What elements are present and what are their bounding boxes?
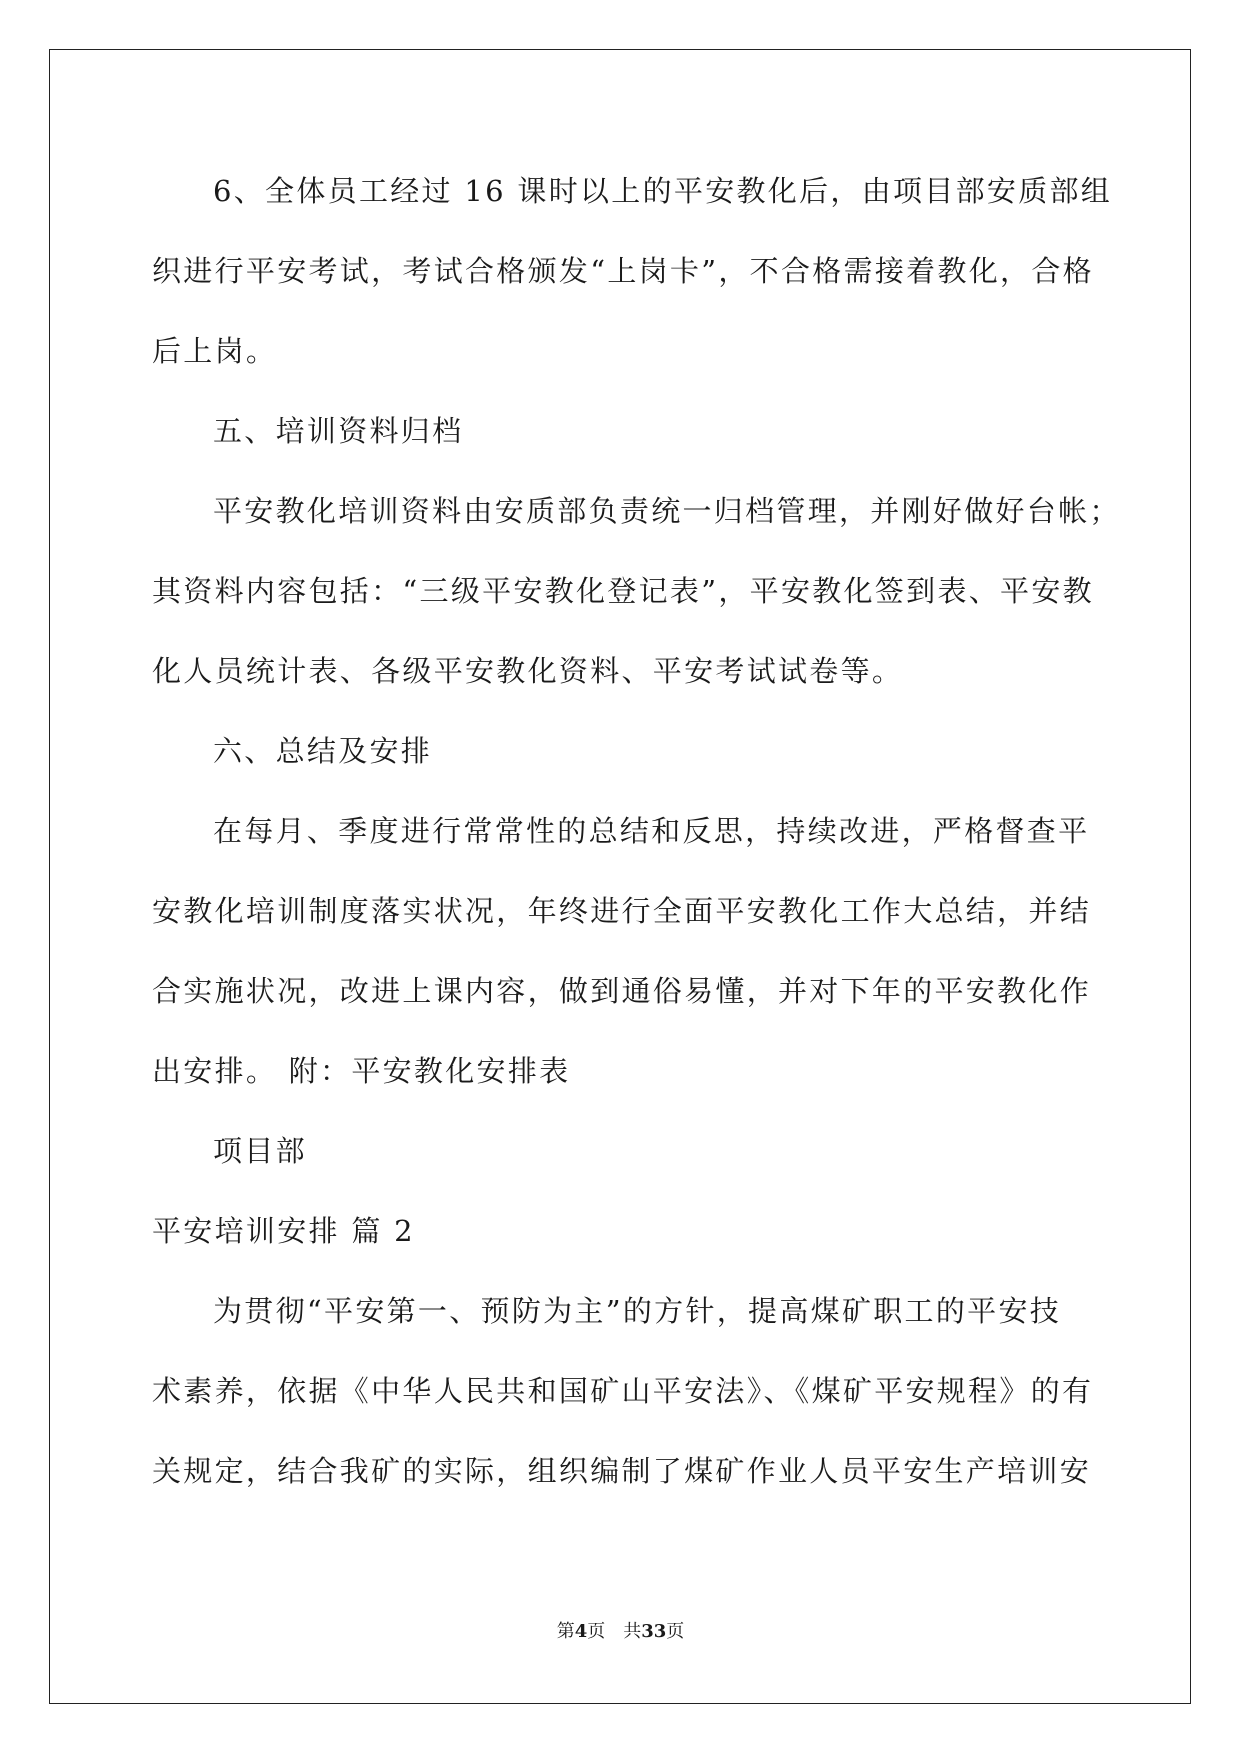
paragraph-line: 术素养，依据《中华人民共和国矿山平安法》、《煤矿平安规程》的有 <box>152 1374 1094 1408</box>
paragraph-line: 6、全体员工经过 16 课时以上的平安教化后，由项目部安质部组 <box>213 174 1113 208</box>
paragraph-line: 合实施状况，改进上课内容，做到通俗易懂，并对下年的平安教化作 <box>152 974 1092 1008</box>
paragraph-line: 化人员统计表、各级平安教化资料、平安考试试卷等。 <box>152 654 904 688</box>
paragraph-line: 出安排。 附：平安教化安排表 <box>152 1054 571 1088</box>
section-heading: 五、培训资料归档 <box>213 414 464 448</box>
footer-prefix: 第 <box>556 1621 575 1642</box>
paragraph-line: 安教化培训制度落实状况，年终进行全面平安教化工作大总结，并结 <box>152 894 1092 928</box>
current-page-number: 4 <box>574 1621 588 1642</box>
signature-line: 项目部 <box>213 1134 307 1168</box>
article-title: 平安培训安排 篇 2 <box>152 1214 415 1248</box>
paragraph-line: 关规定，结合我矿的实际，组织编制了煤矿作业人员平安生产培训安 <box>152 1454 1092 1488</box>
page-footer <box>0 1620 1241 1644</box>
paragraph-line: 织进行平安考试，考试合格颁发“上岗卡”，不合格需接着教化，合格 <box>152 254 1094 288</box>
footer-mid: 页 共 <box>587 1621 642 1642</box>
paragraph-line: 在每月、季度进行常常性的总结和反思，持续改进，严格督查平 <box>213 814 1090 848</box>
paragraph-line: 平安教化培训资料由安质部负责统一归档管理，并刚好做好台帐； <box>213 494 1121 528</box>
footer-suffix: 页 <box>666 1621 685 1642</box>
paragraph-line: 为贯彻“平安第一、预防为主”的方针，提高煤矿职工的平安技 <box>213 1294 1062 1328</box>
total-page-count: 33 <box>641 1621 667 1642</box>
section-heading: 六、总结及安排 <box>213 734 433 768</box>
paragraph-line: 后上岗。 <box>152 334 278 368</box>
paragraph-line: 其资料内容包括：“三级平安教化登记表”，平安教化签到表、平安教 <box>152 574 1094 608</box>
